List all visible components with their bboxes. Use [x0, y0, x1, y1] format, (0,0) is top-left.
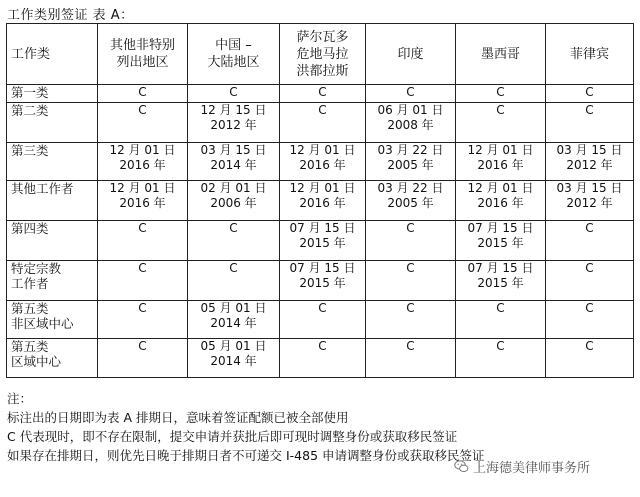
date-cell: 05 月 01 日 2014 年 [188, 301, 280, 339]
date-cell: 07 月 15 日 2015 年 [280, 221, 366, 261]
date-cell: 03 月 15 日 2012 年 [546, 181, 634, 221]
date-cell: 05 月 01 日 2014 年 [188, 339, 280, 378]
category-cell: 其他工作者 [7, 181, 98, 221]
header-region: 墨西哥 [456, 24, 546, 85]
header-region: 萨尔瓦多 危地马拉 洪都拉斯 [280, 24, 366, 85]
date-cell: C [98, 221, 188, 261]
date-cell: C [546, 221, 634, 261]
date-cell: C [188, 261, 280, 301]
date-cell: 03 月 15 日 2012 年 [546, 143, 634, 181]
header-region: 印度 [366, 24, 456, 85]
date-cell: C [366, 339, 456, 378]
date-cell: C [456, 103, 546, 143]
note-line: C 代表现时，即不存在限制，提交申请并获批后即可现时调整身份或获取移民签证 [7, 429, 458, 444]
date-cell: C [366, 301, 456, 339]
notes-heading: 注： [7, 391, 33, 406]
table-row [7, 301, 634, 339]
category-cell: 第五类 非区域中心 [7, 301, 98, 339]
table-row [7, 103, 634, 143]
table-row [7, 85, 634, 103]
date-cell: C [456, 339, 546, 378]
category-cell: 第三类 [7, 143, 98, 181]
date-cell: C [546, 261, 634, 301]
header-region: 菲律宾 [546, 24, 634, 85]
watermark [454, 457, 590, 476]
date-cell: C [98, 261, 188, 301]
date-cell: 12 月 01 日 2016 年 [280, 143, 366, 181]
header-category: 工作类 [7, 24, 98, 85]
date-cell: C [98, 85, 188, 103]
table-row [7, 143, 634, 181]
table-row [7, 181, 634, 221]
date-cell: C [188, 85, 280, 103]
date-cell: 12 月 01 日 2016 年 [280, 181, 366, 221]
header-region: 其他非特别 列出地区 [98, 24, 188, 85]
date-cell: 12 月 01 日 2016 年 [456, 143, 546, 181]
watermark-text: 上海德美律师事务所 [473, 461, 591, 476]
table-row [7, 339, 634, 378]
date-cell: 03 月 22 日 2005 年 [366, 181, 456, 221]
date-cell: C [366, 85, 456, 103]
date-cell: 06 月 01 日 2008 年 [366, 103, 456, 143]
date-cell: 07 月 15 日 2015 年 [280, 261, 366, 301]
table-row [7, 221, 634, 261]
note-line: 如果存在排期日，则优先日晚于排期日者不可递交 I-485 申请调整身份或获取移民签证 [7, 448, 485, 463]
date-cell: 02 月 01 日 2006 年 [188, 181, 280, 221]
table-row [7, 261, 634, 301]
header-region: 中国 – 大陆地区 [188, 24, 280, 85]
note-line: 标注出的日期即为表 A 排期日，意味着签证配额已被全部使用 [7, 410, 349, 425]
date-cell: C [98, 339, 188, 378]
notes-block [7, 389, 485, 465]
table-title: 工作类别签证 表 A： [7, 8, 134, 23]
date-cell: C [188, 221, 280, 261]
date-cell: C [98, 103, 188, 143]
date-cell: 07 月 15 日 2015 年 [456, 221, 546, 261]
date-cell: C [366, 261, 456, 301]
date-cell: 03 月 15 日 2014 年 [188, 143, 280, 181]
date-cell: 07 月 15 日 2015 年 [456, 261, 546, 301]
date-cell: 12 月 01 日 2016 年 [98, 143, 188, 181]
date-cell: C [546, 339, 634, 378]
date-cell: C [456, 301, 546, 339]
date-cell: C [456, 85, 546, 103]
date-cell: 03 月 22 日 2005 年 [366, 143, 456, 181]
date-cell: C [366, 221, 456, 261]
category-cell: 第一类 [7, 85, 98, 103]
category-cell: 第五类 区域中心 [7, 339, 98, 378]
date-cell: C [280, 103, 366, 143]
date-cell: 12 月 01 日 2016 年 [98, 181, 188, 221]
date-cell: C [546, 85, 634, 103]
date-cell: C [280, 301, 366, 339]
category-cell: 特定宗教 工作者 [7, 261, 98, 301]
date-cell: C [280, 339, 366, 378]
visa-bulletin-table [6, 23, 634, 378]
date-cell: C [546, 103, 634, 143]
date-cell: C [546, 301, 634, 339]
date-cell: C [280, 85, 366, 103]
date-cell: C [98, 301, 188, 339]
category-cell: 第二类 [7, 103, 98, 143]
wechat-icon [454, 459, 469, 474]
category-cell: 第四类 [7, 221, 98, 261]
date-cell: 12 月 01 日 2016 年 [456, 181, 546, 221]
date-cell: 12 月 15 日 2012 年 [188, 103, 280, 143]
